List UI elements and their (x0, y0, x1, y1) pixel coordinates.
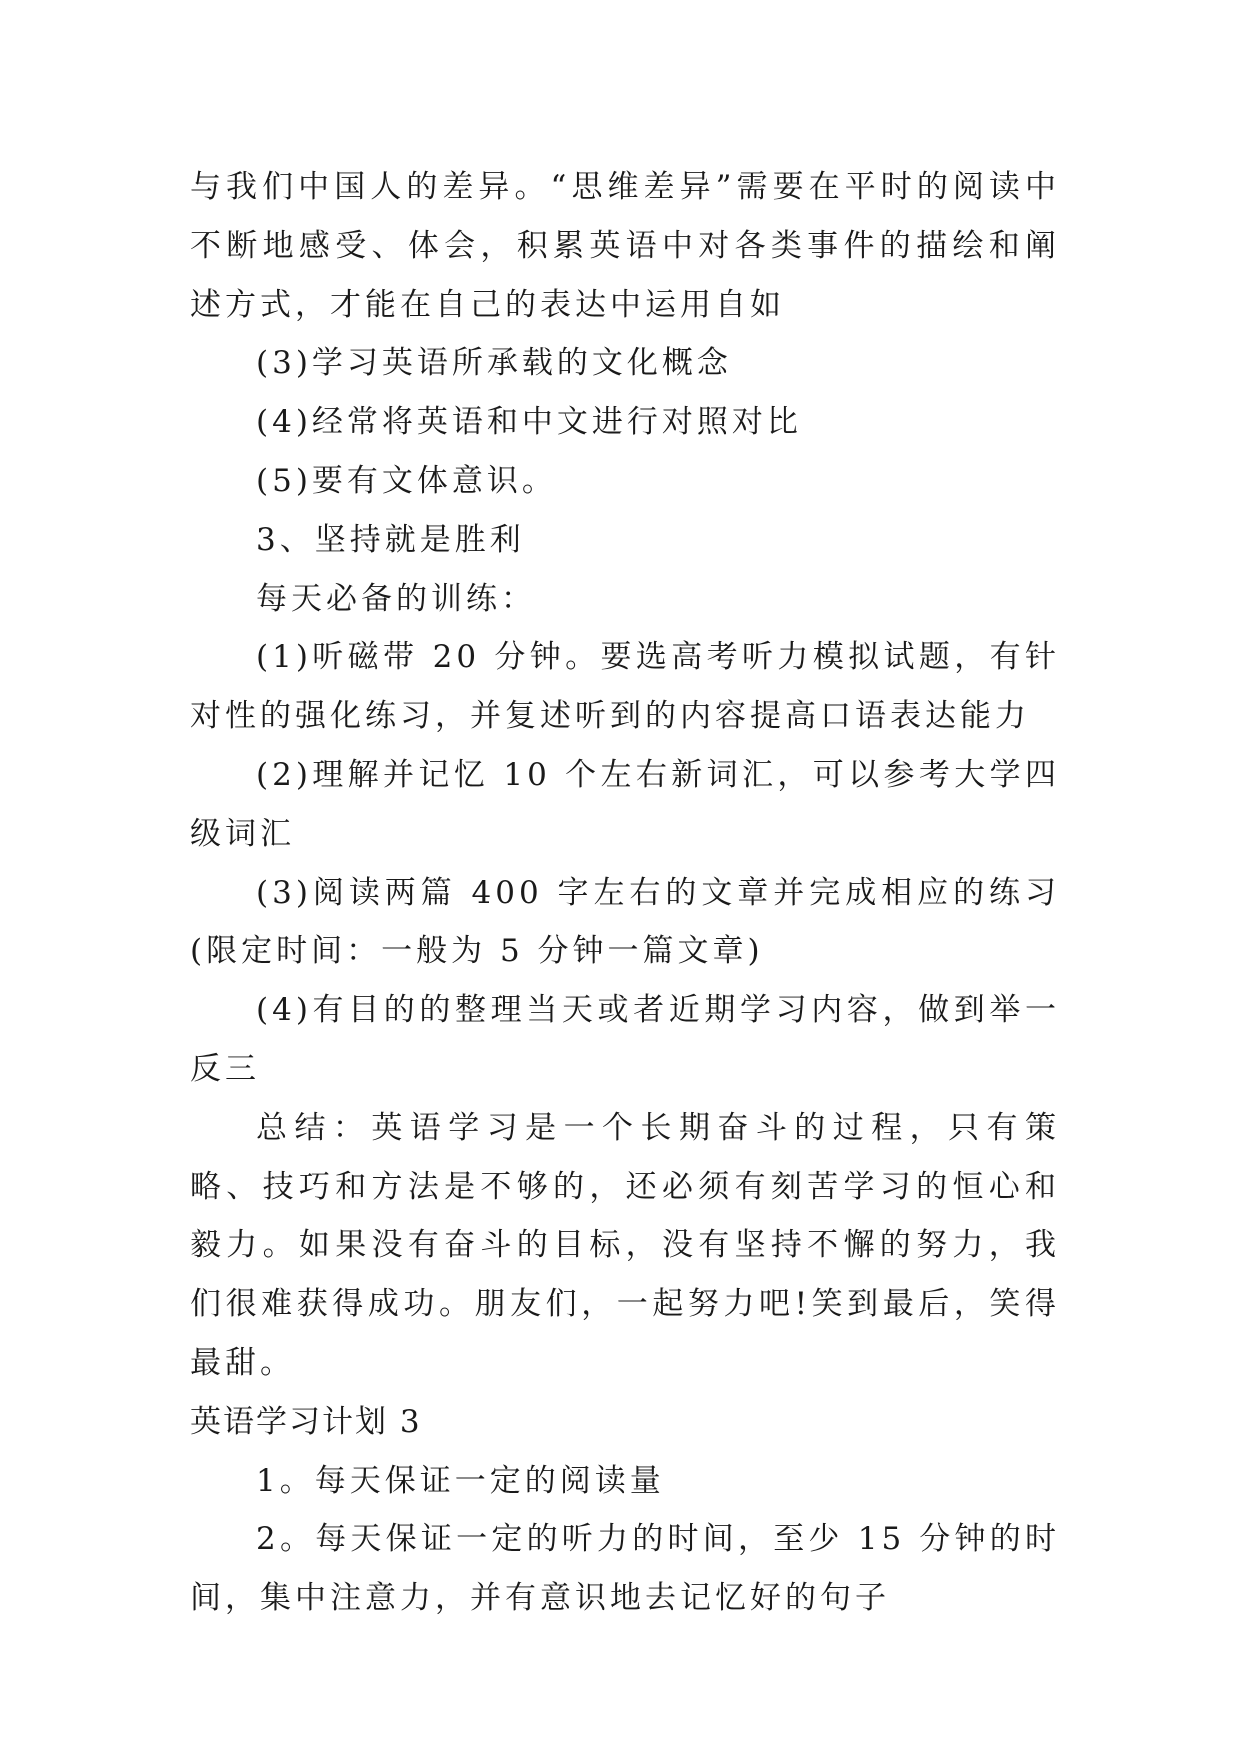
plan-3-item-1: 1。每天保证一定的阅读量 (256, 1462, 665, 1499)
list-item-5: (5)要有文体意识。 (256, 462, 557, 499)
daily-training-label: 每天必备的训练： (256, 580, 536, 617)
training-item-1: (1)听磁带 20 分钟。要选高考听力模拟试题，有针对性的强化练习，并复述听到的内容提高口语表达能力 (190, 639, 1060, 735)
summary-paragraph: 总结：英语学习是一个长期奋斗的过程，只有策略、技巧和方法是不够的，还必须有刻苦学习的恒心和毅力。如果没有奋斗的目标，没有坚持不懈的努力，我们很难获得成功。朋友们，一起努力吧!笑到最后，笑得最甜。 (190, 1109, 1060, 1381)
document-body (190, 158, 1060, 1628)
list-item-4: (4)经常将英语和中文进行对照对比 (256, 404, 802, 441)
training-item-3: (3)阅读两篇 400 字左右的文章并完成相应的练习(限定时间：一般为 5 分钟一篇文章) (190, 874, 1060, 970)
plan-3-title: 英语学习计划 3 (190, 1403, 422, 1440)
paragraph-intro: 与我们中国人的差异。“思维差异”需要在平时的阅读中不断地感受、体会，积累英语中对各类事件的描绘和阐述方式，才能在自己的表达中运用自如 (190, 169, 1060, 323)
list-item-3: (3)学习英语所承载的文化概念 (256, 345, 732, 382)
training-item-4: (4)有目的的整理当天或者近期学习内容，做到举一反三 (190, 992, 1060, 1087)
training-item-2: (2)理解并记忆 10 个左右新词汇，可以参考大学四级词汇 (190, 756, 1060, 852)
section-heading-3: 3、坚持就是胜利 (256, 521, 525, 558)
plan-3-item-2: 2。每天保证一定的听力的时间，至少 15 分钟的时间，集中注意力，并有意识地去记忆好的句子 (190, 1521, 1060, 1617)
